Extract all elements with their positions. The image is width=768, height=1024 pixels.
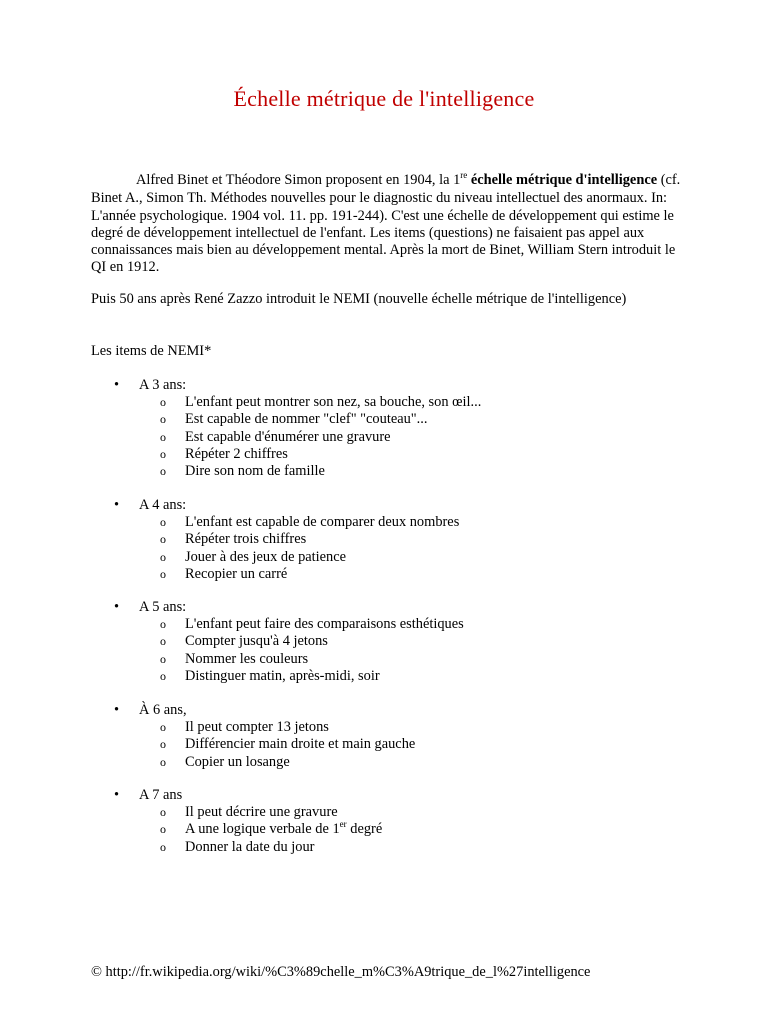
- list-item-label: Donner la date du jour: [185, 838, 315, 855]
- age-heading: [0, 787, 768, 804]
- list-item-label: Est capable d'énumérer une gravure: [185, 428, 391, 445]
- superscript-re: re: [460, 170, 468, 180]
- age-section-6: [0, 702, 768, 771]
- superscript-er: er: [339, 819, 347, 830]
- list-item-label: Compter jusqu'à 4 jetons: [185, 633, 328, 650]
- circle-bullet-icon: o: [160, 839, 166, 854]
- list-item-label: Répéter 2 chiffres: [185, 445, 288, 462]
- list-item: [0, 463, 768, 480]
- age-heading: [0, 377, 768, 394]
- list-item-label: Distinguer matin, après-midi, soir: [185, 667, 380, 684]
- list-item-label: Il peut décrire une gravure: [185, 804, 338, 821]
- circle-bullet-icon: o: [160, 412, 166, 427]
- bullet-icon: •: [114, 702, 120, 718]
- intro-text-rest: (cf. Binet A., Simon Th. Méthodes nouvelles pour le diagnostic du niveau intellectuel des anormaux. In: L'année psychologique. 1904 vol. 11. pp. 191-244). C'est une échelle de développement qui estime le degré de développement intellectuel de l'enfant. Les items (questions) ne faisaient pas appel aux connaissances mais bien au développement mental. Après la mort de Binet, William Stern introduit le QI en 1912.: [91, 172, 681, 276]
- list-item: [0, 411, 768, 428]
- list-item-label: Différencier main droite et main gauche: [185, 736, 416, 753]
- page-title: Échelle métrique de l'intelligence: [233, 86, 535, 111]
- intro-paragraph: [91, 172, 681, 277]
- list-item-label: Copier un losange: [185, 753, 290, 770]
- bullet-icon: •: [114, 497, 120, 513]
- circle-bullet-icon: o: [160, 446, 166, 461]
- list-item: [0, 549, 768, 566]
- bullet-icon: •: [114, 377, 120, 393]
- list-item-label: L'enfant peut montrer son nez, sa bouche, son œil...: [185, 394, 482, 411]
- list-item-label: Répéter trois chiffres: [185, 531, 307, 548]
- circle-bullet-icon: o: [160, 566, 166, 581]
- list-item: [0, 668, 768, 685]
- list-item-label: Nommer les couleurs: [185, 650, 309, 667]
- list-item-label: Est capable de nommer "clef" "couteau"...: [185, 411, 428, 428]
- circle-bullet-icon: o: [160, 754, 166, 769]
- list-item: [0, 566, 768, 583]
- list-item-label: Jouer à des jeux de patience: [185, 548, 347, 565]
- list-item-label: Il peut compter 13 jetons: [185, 719, 329, 736]
- circle-bullet-icon: o: [160, 668, 166, 683]
- age-label: A 5 ans:: [139, 599, 187, 615]
- source-footer: © http://fr.wikipedia.org/wiki/%C3%89chelle_m%C3%A9trique_de_l%27intelligence: [91, 964, 591, 980]
- age-heading: [0, 702, 768, 719]
- circle-bullet-icon: o: [160, 720, 166, 735]
- circle-bullet-icon: o: [160, 634, 166, 649]
- age-heading: [0, 497, 768, 514]
- list-item-label: L'enfant peut faire des comparaisons esthétiques: [185, 616, 464, 633]
- list-item: [0, 651, 768, 668]
- list-item: [0, 429, 768, 446]
- list-item: [0, 446, 768, 463]
- age-label: A 4 ans:: [139, 497, 187, 513]
- items-heading: Les items de NEMI*: [91, 343, 212, 359]
- age-label: A 3 ans:: [139, 377, 187, 393]
- list-item: [0, 719, 768, 736]
- list-item-text-after: degré: [346, 821, 383, 838]
- list-item-text-before: A une logique verbale de 1: [185, 821, 340, 838]
- nemi-paragraph: Puis 50 ans après René Zazzo introduit le NEMI (nouvelle échelle métrique de l'intelligence): [91, 291, 627, 307]
- list-item: [0, 736, 768, 753]
- list-item: [0, 839, 768, 856]
- circle-bullet-icon: o: [160, 463, 166, 478]
- age-section-4: [0, 497, 768, 583]
- list-item: [0, 514, 768, 531]
- circle-bullet-icon: o: [160, 617, 166, 632]
- circle-bullet-icon: o: [160, 737, 166, 752]
- circle-bullet-icon: o: [160, 549, 166, 564]
- list-item: [0, 804, 768, 821]
- circle-bullet-icon: o: [160, 429, 166, 444]
- age-section-5: [0, 599, 768, 685]
- list-item: [0, 394, 768, 411]
- circle-bullet-icon: o: [160, 395, 166, 410]
- list-item: [0, 531, 768, 548]
- list-item-label: L'enfant est capable de comparer deux nombres: [185, 514, 460, 531]
- list-item-label: Dire son nom de famille: [185, 462, 325, 479]
- circle-bullet-icon: o: [160, 532, 166, 547]
- list-item-label: Recopier un carré: [185, 565, 288, 582]
- list-item: [0, 616, 768, 633]
- list-item: [0, 754, 768, 771]
- intro-bold-phrase: échelle métrique d'intelligence: [467, 172, 658, 188]
- intro-text-start: Alfred Binet et Théodore Simon proposent en 1904, la 1: [136, 172, 461, 188]
- list-item: [0, 633, 768, 650]
- list-item-label: [185, 821, 382, 839]
- circle-bullet-icon: o: [160, 515, 166, 530]
- circle-bullet-icon: o: [160, 651, 166, 666]
- circle-bullet-icon: o: [160, 805, 166, 820]
- age-section-7: [0, 787, 768, 856]
- age-heading: [0, 599, 768, 616]
- bullet-icon: •: [114, 599, 120, 615]
- bullet-icon: •: [114, 787, 120, 803]
- age-label: A 7 ans: [139, 787, 183, 803]
- circle-bullet-icon: o: [160, 822, 166, 837]
- age-section-3: [0, 377, 768, 480]
- age-label: À 6 ans,: [139, 702, 187, 718]
- list-item: [0, 821, 768, 838]
